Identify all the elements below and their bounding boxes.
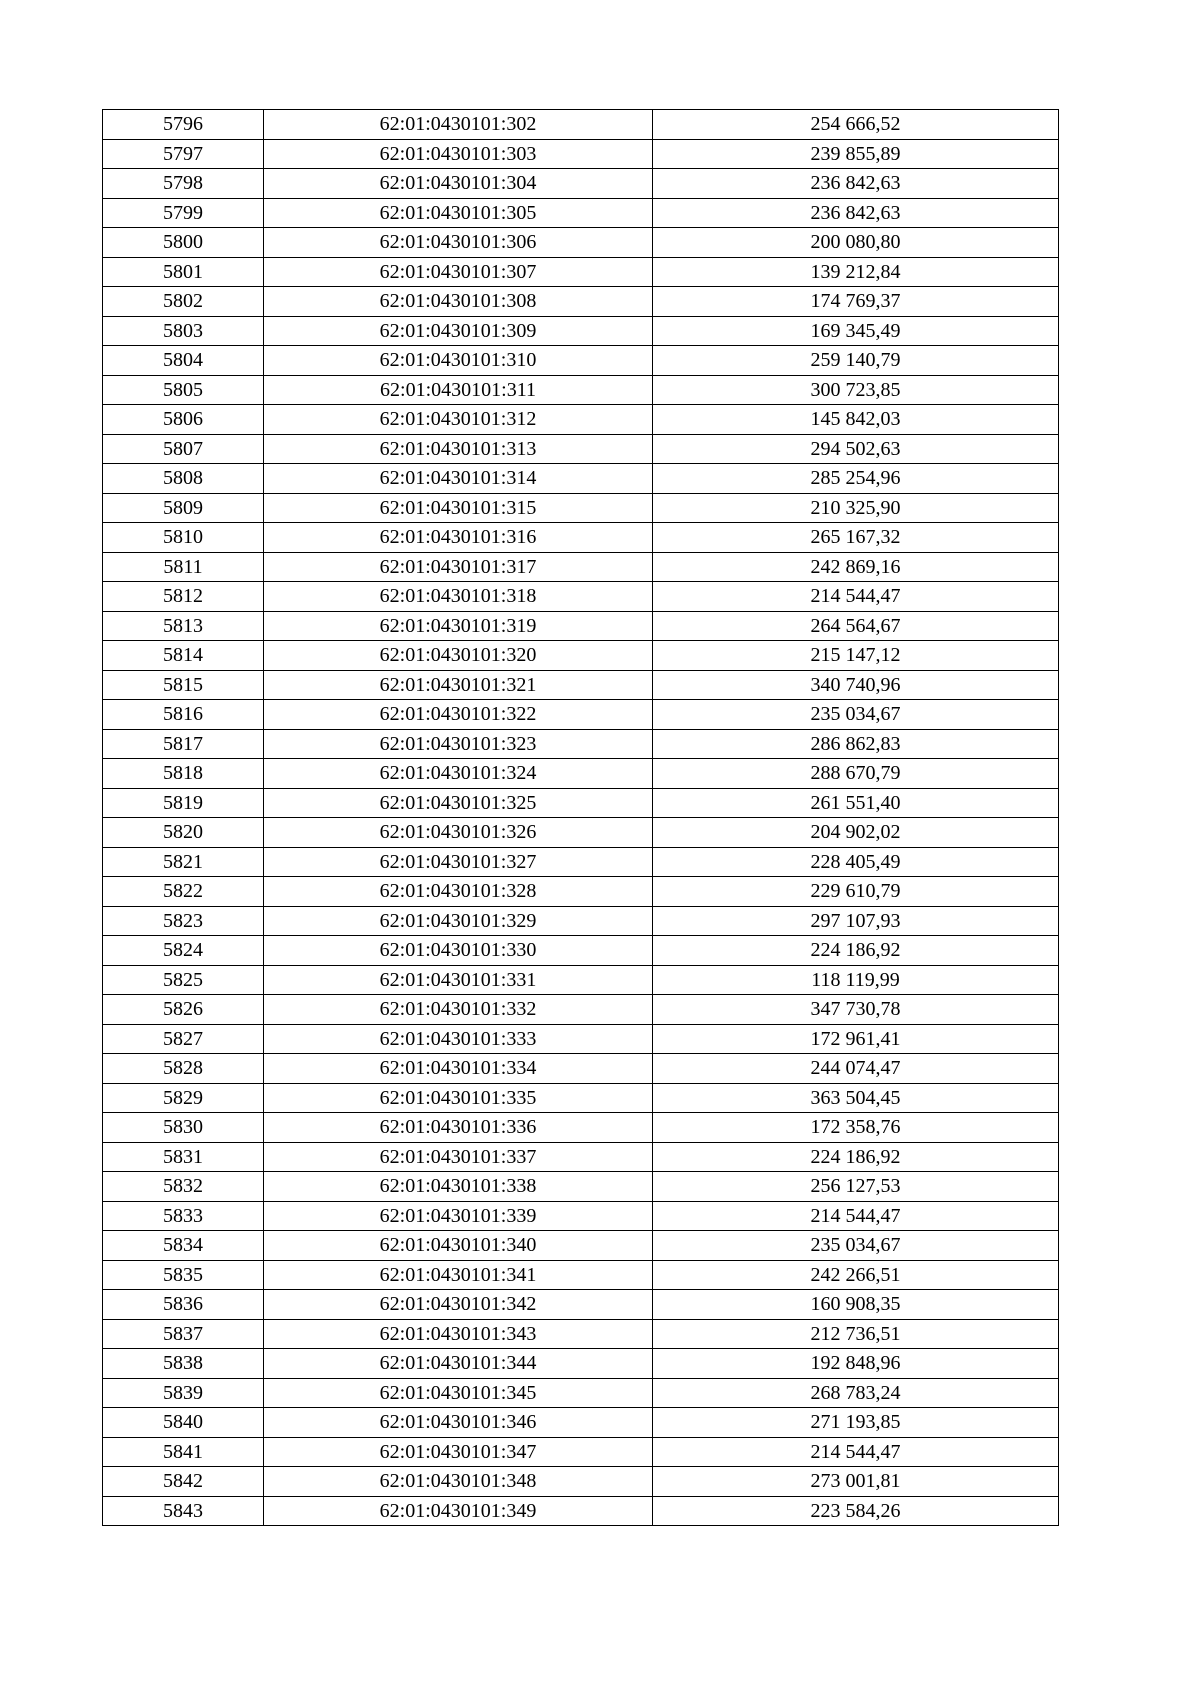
cadastral-number-cell: 62:01:0430101:305	[264, 198, 653, 228]
value-cell: 244 074,47	[653, 1054, 1059, 1084]
row-number-cell: 5825	[103, 965, 264, 995]
value-cell: 223 584,26	[653, 1496, 1059, 1526]
value-cell: 264 564,67	[653, 611, 1059, 641]
cadastral-number-cell: 62:01:0430101:349	[264, 1496, 653, 1526]
row-number-cell: 5839	[103, 1378, 264, 1408]
row-number-cell: 5796	[103, 110, 264, 140]
table-row	[103, 316, 1059, 346]
table-row	[103, 257, 1059, 287]
row-number-cell: 5797	[103, 139, 264, 169]
table-row	[103, 759, 1059, 789]
row-number-cell: 5834	[103, 1231, 264, 1261]
table-row	[103, 1142, 1059, 1172]
value-cell: 214 544,47	[653, 582, 1059, 612]
row-number-cell: 5806	[103, 405, 264, 435]
table-row	[103, 169, 1059, 199]
value-cell: 172 961,41	[653, 1024, 1059, 1054]
table-row	[103, 434, 1059, 464]
value-cell: 139 212,84	[653, 257, 1059, 287]
cadastral-number-cell: 62:01:0430101:302	[264, 110, 653, 140]
value-cell: 259 140,79	[653, 346, 1059, 376]
value-cell: 235 034,67	[653, 1231, 1059, 1261]
row-number-cell: 5833	[103, 1201, 264, 1231]
cadastral-number-cell: 62:01:0430101:308	[264, 287, 653, 317]
table-row	[103, 198, 1059, 228]
value-cell: 256 127,53	[653, 1172, 1059, 1202]
cadastral-number-cell: 62:01:0430101:327	[264, 847, 653, 877]
table-body	[103, 110, 1059, 1526]
cadastral-number-cell: 62:01:0430101:346	[264, 1408, 653, 1438]
value-cell: 265 167,32	[653, 523, 1059, 553]
row-number-cell: 5799	[103, 198, 264, 228]
table-row	[103, 1231, 1059, 1261]
value-cell: 363 504,45	[653, 1083, 1059, 1113]
row-number-cell: 5811	[103, 552, 264, 582]
table-row	[103, 995, 1059, 1025]
row-number-cell: 5819	[103, 788, 264, 818]
value-cell: 229 610,79	[653, 877, 1059, 907]
table-row	[103, 906, 1059, 936]
row-number-cell: 5838	[103, 1349, 264, 1379]
table-row	[103, 1496, 1059, 1526]
value-cell: 236 842,63	[653, 169, 1059, 199]
row-number-cell: 5842	[103, 1467, 264, 1497]
cadastral-number-cell: 62:01:0430101:332	[264, 995, 653, 1025]
value-cell: 169 345,49	[653, 316, 1059, 346]
cadastral-number-cell: 62:01:0430101:347	[264, 1437, 653, 1467]
table-row	[103, 700, 1059, 730]
cadastral-number-cell: 62:01:0430101:335	[264, 1083, 653, 1113]
row-number-cell: 5835	[103, 1260, 264, 1290]
row-number-cell: 5832	[103, 1172, 264, 1202]
cadastral-number-cell: 62:01:0430101:307	[264, 257, 653, 287]
value-cell: 285 254,96	[653, 464, 1059, 494]
table-row	[103, 611, 1059, 641]
row-number-cell: 5840	[103, 1408, 264, 1438]
cadastral-number-cell: 62:01:0430101:304	[264, 169, 653, 199]
value-cell: 300 723,85	[653, 375, 1059, 405]
table-row	[103, 464, 1059, 494]
value-cell: 261 551,40	[653, 788, 1059, 818]
value-cell: 254 666,52	[653, 110, 1059, 140]
table-row	[103, 788, 1059, 818]
cadastral-number-cell: 62:01:0430101:330	[264, 936, 653, 966]
row-number-cell: 5801	[103, 257, 264, 287]
row-number-cell: 5823	[103, 906, 264, 936]
value-cell: 239 855,89	[653, 139, 1059, 169]
cadastral-number-cell: 62:01:0430101:313	[264, 434, 653, 464]
value-cell: 214 544,47	[653, 1201, 1059, 1231]
row-number-cell: 5817	[103, 729, 264, 759]
value-cell: 236 842,63	[653, 198, 1059, 228]
row-number-cell: 5804	[103, 346, 264, 376]
table-row	[103, 1054, 1059, 1084]
value-cell: 224 186,92	[653, 936, 1059, 966]
cadastral-number-cell: 62:01:0430101:312	[264, 405, 653, 435]
row-number-cell: 5822	[103, 877, 264, 907]
value-cell: 242 869,16	[653, 552, 1059, 582]
value-cell: 172 358,76	[653, 1113, 1059, 1143]
value-cell: 174 769,37	[653, 287, 1059, 317]
row-number-cell: 5831	[103, 1142, 264, 1172]
row-number-cell: 5809	[103, 493, 264, 523]
value-cell: 214 544,47	[653, 1437, 1059, 1467]
cadastral-number-cell: 62:01:0430101:345	[264, 1378, 653, 1408]
cadastral-number-cell: 62:01:0430101:319	[264, 611, 653, 641]
cadastral-number-cell: 62:01:0430101:336	[264, 1113, 653, 1143]
value-cell: 286 862,83	[653, 729, 1059, 759]
cadastral-number-cell: 62:01:0430101:329	[264, 906, 653, 936]
row-number-cell: 5828	[103, 1054, 264, 1084]
table-row	[103, 1467, 1059, 1497]
table-row	[103, 228, 1059, 258]
cadastral-number-cell: 62:01:0430101:340	[264, 1231, 653, 1261]
table-row	[103, 287, 1059, 317]
row-number-cell: 5803	[103, 316, 264, 346]
cadastral-number-cell: 62:01:0430101:311	[264, 375, 653, 405]
table-row	[103, 1408, 1059, 1438]
row-number-cell: 5805	[103, 375, 264, 405]
table-row	[103, 110, 1059, 140]
row-number-cell: 5815	[103, 670, 264, 700]
cadastral-number-cell: 62:01:0430101:348	[264, 1467, 653, 1497]
table-row	[103, 375, 1059, 405]
row-number-cell: 5830	[103, 1113, 264, 1143]
cadastral-number-cell: 62:01:0430101:310	[264, 346, 653, 376]
table-row	[103, 1378, 1059, 1408]
row-number-cell: 5843	[103, 1496, 264, 1526]
row-number-cell: 5841	[103, 1437, 264, 1467]
value-cell: 347 730,78	[653, 995, 1059, 1025]
row-number-cell: 5813	[103, 611, 264, 641]
cadastral-number-cell: 62:01:0430101:315	[264, 493, 653, 523]
cadastral-number-cell: 62:01:0430101:334	[264, 1054, 653, 1084]
row-number-cell: 5807	[103, 434, 264, 464]
value-cell: 235 034,67	[653, 700, 1059, 730]
row-number-cell: 5800	[103, 228, 264, 258]
table-row	[103, 1319, 1059, 1349]
table-row	[103, 670, 1059, 700]
cadastral-number-cell: 62:01:0430101:317	[264, 552, 653, 582]
row-number-cell: 5836	[103, 1290, 264, 1320]
value-cell: 340 740,96	[653, 670, 1059, 700]
cadastral-number-cell: 62:01:0430101:316	[264, 523, 653, 553]
cadastral-number-cell: 62:01:0430101:341	[264, 1260, 653, 1290]
value-cell: 268 783,24	[653, 1378, 1059, 1408]
value-cell: 204 902,02	[653, 818, 1059, 848]
table-row	[103, 1201, 1059, 1231]
table-row	[103, 1290, 1059, 1320]
row-number-cell: 5802	[103, 287, 264, 317]
cadastral-number-cell: 62:01:0430101:328	[264, 877, 653, 907]
table-row	[103, 965, 1059, 995]
cadastral-number-cell: 62:01:0430101:324	[264, 759, 653, 789]
row-number-cell: 5810	[103, 523, 264, 553]
cadastral-number-cell: 62:01:0430101:337	[264, 1142, 653, 1172]
value-cell: 210 325,90	[653, 493, 1059, 523]
row-number-cell: 5816	[103, 700, 264, 730]
table-row	[103, 1349, 1059, 1379]
row-number-cell: 5829	[103, 1083, 264, 1113]
table-row	[103, 729, 1059, 759]
table-row	[103, 847, 1059, 877]
value-cell: 145 842,03	[653, 405, 1059, 435]
table-row	[103, 1024, 1059, 1054]
table-row	[103, 523, 1059, 553]
table-row	[103, 493, 1059, 523]
cadastral-number-cell: 62:01:0430101:322	[264, 700, 653, 730]
cadastral-number-cell: 62:01:0430101:306	[264, 228, 653, 258]
table-row	[103, 641, 1059, 671]
cadastral-number-cell: 62:01:0430101:339	[264, 1201, 653, 1231]
cadastral-number-cell: 62:01:0430101:321	[264, 670, 653, 700]
value-cell: 212 736,51	[653, 1319, 1059, 1349]
value-cell: 215 147,12	[653, 641, 1059, 671]
table-row	[103, 1113, 1059, 1143]
table-row	[103, 582, 1059, 612]
row-number-cell: 5826	[103, 995, 264, 1025]
value-cell: 242 266,51	[653, 1260, 1059, 1290]
value-cell: 118 119,99	[653, 965, 1059, 995]
cadastral-number-cell: 62:01:0430101:331	[264, 965, 653, 995]
table-row	[103, 405, 1059, 435]
table-row	[103, 1083, 1059, 1113]
table-row	[103, 1260, 1059, 1290]
cadastral-number-cell: 62:01:0430101:314	[264, 464, 653, 494]
value-cell: 273 001,81	[653, 1467, 1059, 1497]
table-row	[103, 552, 1059, 582]
value-cell: 200 080,80	[653, 228, 1059, 258]
cadastral-number-cell: 62:01:0430101:338	[264, 1172, 653, 1202]
cadastral-number-cell: 62:01:0430101:326	[264, 818, 653, 848]
cadastral-value-table	[102, 109, 1059, 1526]
cadastral-number-cell: 62:01:0430101:325	[264, 788, 653, 818]
cadastral-number-cell: 62:01:0430101:320	[264, 641, 653, 671]
value-cell: 294 502,63	[653, 434, 1059, 464]
cadastral-number-cell: 62:01:0430101:333	[264, 1024, 653, 1054]
row-number-cell: 5814	[103, 641, 264, 671]
row-number-cell: 5820	[103, 818, 264, 848]
row-number-cell: 5818	[103, 759, 264, 789]
value-cell: 297 107,93	[653, 906, 1059, 936]
cadastral-number-cell: 62:01:0430101:344	[264, 1349, 653, 1379]
table-row	[103, 936, 1059, 966]
row-number-cell: 5798	[103, 169, 264, 199]
table-row	[103, 139, 1059, 169]
value-cell: 160 908,35	[653, 1290, 1059, 1320]
row-number-cell: 5837	[103, 1319, 264, 1349]
cadastral-number-cell: 62:01:0430101:318	[264, 582, 653, 612]
row-number-cell: 5827	[103, 1024, 264, 1054]
cadastral-number-cell: 62:01:0430101:309	[264, 316, 653, 346]
cadastral-number-cell: 62:01:0430101:303	[264, 139, 653, 169]
row-number-cell: 5808	[103, 464, 264, 494]
table-row	[103, 1437, 1059, 1467]
cadastral-number-cell: 62:01:0430101:343	[264, 1319, 653, 1349]
table-row	[103, 1172, 1059, 1202]
value-cell: 228 405,49	[653, 847, 1059, 877]
value-cell: 288 670,79	[653, 759, 1059, 789]
table-row	[103, 877, 1059, 907]
table-row	[103, 346, 1059, 376]
cadastral-number-cell: 62:01:0430101:342	[264, 1290, 653, 1320]
cadastral-number-cell: 62:01:0430101:323	[264, 729, 653, 759]
value-cell: 224 186,92	[653, 1142, 1059, 1172]
row-number-cell: 5824	[103, 936, 264, 966]
row-number-cell: 5812	[103, 582, 264, 612]
value-cell: 271 193,85	[653, 1408, 1059, 1438]
table-row	[103, 818, 1059, 848]
row-number-cell: 5821	[103, 847, 264, 877]
value-cell: 192 848,96	[653, 1349, 1059, 1379]
